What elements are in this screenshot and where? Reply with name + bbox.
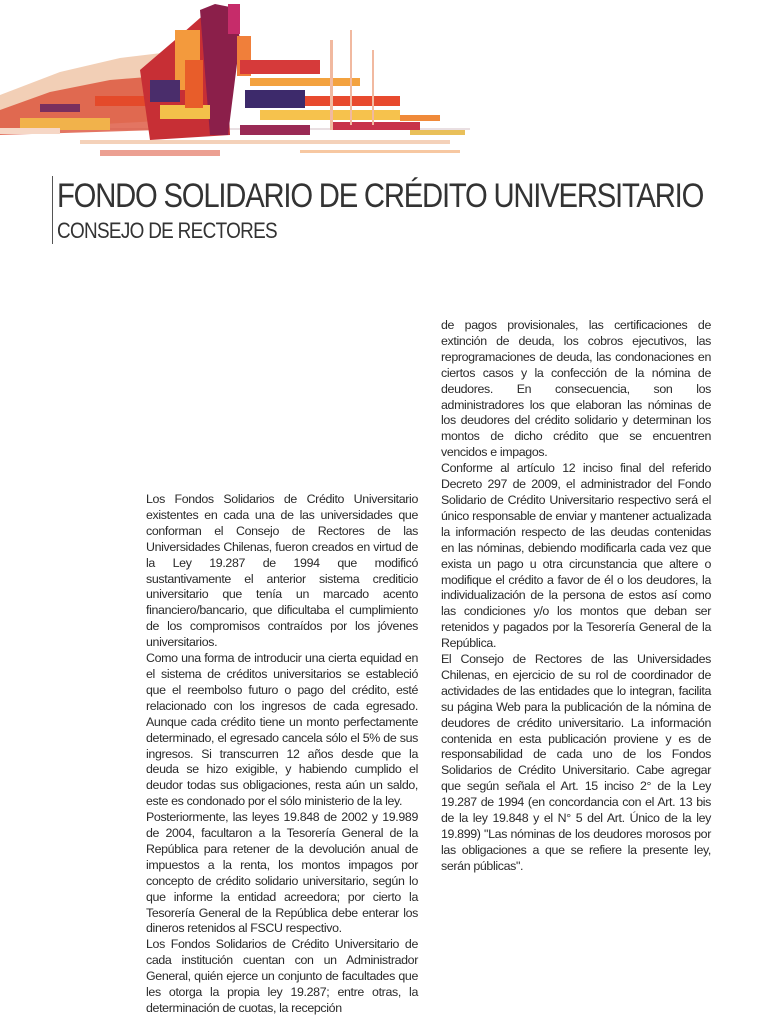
page-title: FONDO SOLIDARIO DE CRÉDITO UNIVERSITARIO xyxy=(57,177,704,215)
paragraph: Los Fondos Solidarios de Crédito Universitario existentes en cada una de las universidades que conforman el Consejo de Rectores de las Universidades Chilenas, fueron creados en virtud de la Ley 19.287 de 1994 que modificó sustantivamente el anterior sistema crediticio universitario que tenía un marcado acento financiero/bancario, que dificultaba el cumplimiento de los compromisos contraídos por los jóvenes universitarios. xyxy=(146,492,418,650)
paragraph: Conforme al artículo 12 inciso final del referido Decreto 297 de 2009, el administrador del Fondo Solidario de Crédito Universitario respectivo será el único responsable de enviar y mantener actualizada la información respecto de las deudas contenidas en las nóminas, debiendo modificarla cada vez que exista un pago u otra circunstancia que altere o modifique el crédito a favor de él o los deudores, la individualización de la persona de estos así como las condiciones y/o los montos que deban ser retenidos y pagados por la Tesorería General de la República. xyxy=(441,461,711,651)
paragraph: de pagos provisionales, las certificaciones de extinción de deuda, los cobros ejecutivos, las reprogramaciones de deuda, las condonaciones en ciertos casos y la confección de la nómina de deudores. En consecuencia, son los administradores los que elaboran las nóminas de los deudores del crédito solidario y determinan los montos de dicho crédito que se encuentren vencidos e impagos. xyxy=(441,318,711,460)
page-subtitle: CONSEJO DE RECTORES xyxy=(57,218,277,243)
paragraph: Como una forma de introducir una cierta equidad en el sistema de créditos universitarios se estableció que el reembolso futuro o pago del crédito, esté relacionado con los ingresos de cada egresado. Aunque cada crédito tiene un monto perfectamente determinado, el egresado cancela sólo el 5% de sus ingresos. Si transcurren 12 años desde que la deuda se hizo exigible, y habiendo cumplido el deudor todas sus obligaciones, resta aún un saldo, este es condonado por el sólo ministerio de la ley. xyxy=(146,651,418,809)
paragraph: El Consejo de Rectores de las Universidades Chilenas, en ejercicio de su rol de coordinador de actividades de las entidades que lo integran, facilita su página Web para la publicación de la nómina de deudores de crédito universitario. La información contenida en esta publicación proviene y es de responsabilidad de cada uno de los Fondos Solidarios de Crédito Universitario. Cabe agregar que según señala el Art. 15 inciso 2° de la Ley 19.287 de 1994 (en concordancia con el Art. 13 bis de la ley 19.848 y el N° 5 del Art. Único de la ley 19.899) "Las nóminas de los deudores morosos por las obligaciones a que se refiere la presente ley, serán públicas". xyxy=(441,652,711,873)
left-text-column xyxy=(146,492,418,1017)
decorative-banner-graphic xyxy=(0,0,470,165)
title-block xyxy=(52,176,768,244)
paragraph: Posteriormente, las leyes 19.848 de 2002 y 19.989 de 2004, facultaron a la Tesorería General de la República para retener de la devolución anual de impuestos a la renta, los montos impagos por concepto de crédito solidario universitario, según lo que informe la entidad acreedora; por cierto la Tesorería General de la República debe enterar los dineros retenidos al FSCU respectivo. xyxy=(146,810,418,936)
paragraph: Los Fondos Solidarios de Crédito Universitario de cada institución cuentan con un Administrador General, quién ejerce un conjunto de facultades que les otorga la propia ley 19.287; entre otras, la determinación de cuotas, la recepción xyxy=(146,937,418,1015)
right-text-column xyxy=(441,318,711,875)
